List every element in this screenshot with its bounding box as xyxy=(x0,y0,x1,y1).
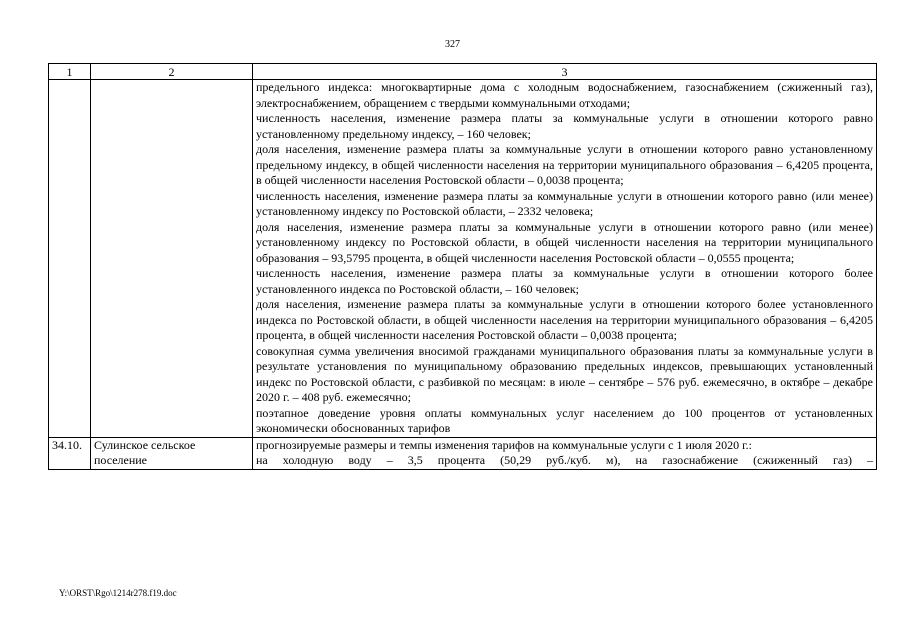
row1-name-cell xyxy=(91,80,253,438)
paragraph: прогнозируемые размеры и темпы изменения тарифов на коммунальные услуги с 1 июля 2020 г.: xyxy=(256,437,753,452)
row2-text-cell xyxy=(253,437,877,469)
page-number: 327 xyxy=(445,39,460,50)
paragraph: предельного индекса: многоквартирные дома с холодным водоснабжением, газоснабжением (сжиженный газ), электроснабжением, обращением с твердыми коммунальными отходами; xyxy=(256,80,873,110)
header-col-1: 1 xyxy=(49,64,91,80)
paragraph: на холодную воду – 3,5 процента (50,29 руб./куб. м), на газоснабжение (сжиженный газ) – xyxy=(256,453,873,467)
paragraph: поэтапное доведение уровня оплаты коммунальных услуг населением до 100 процентов от установленных экономически обоснованных тарифов xyxy=(256,405,873,435)
paragraph: совокупная сумма увеличения вносимой гражданами муниципального образования платы за коммунальные услуги в результате установления по муниципальному образованию предельных индексов, превышающих установленный индекс по Ростовской области, с разбивкой по месяцам: в июле – сентябре – 576 руб. ежемесячно, в октябре – декабре 2020 г. – 408 руб. ежемесячно; xyxy=(256,343,873,404)
header-col-3: 3 xyxy=(253,64,877,80)
paragraph: численность населения, изменение размера платы за коммунальные услуги в отношении которого более установленного индекса по Ростовской области, – 160 человек; xyxy=(256,266,873,296)
row1-text-cell xyxy=(253,80,877,438)
paragraph: доля населения, изменение размера платы за коммунальные услуги в отношении которого равно (или менее) установленному индексу по Ростовской области, в общей численности населения на территории муниципального образования – 93,5795 процента, в общей численности населения Ростовской области – 0,0555 процента; xyxy=(256,219,873,265)
table-row xyxy=(49,80,877,438)
header-col-2: 2 xyxy=(91,64,253,80)
content-table xyxy=(48,63,877,470)
table-header-row xyxy=(49,64,877,80)
row1-number-cell xyxy=(49,80,91,438)
paragraph: численность населения, изменение размера платы за коммунальные услуги в отношении которого равно установленному предельному индексу, – 160 человек; xyxy=(256,111,873,141)
paragraph: численность населения, изменение размера платы за коммунальные услуги в отношении которого равно (или менее) установленному индексу по Ростовской области, – 2332 человека; xyxy=(256,188,873,218)
row2-name-cell: Сулинское сельское поселение xyxy=(91,437,253,469)
row2-number-cell: 34.10. xyxy=(49,437,91,469)
file-path-footer: Y:\ORST\Rgo\1214r278.f19.doc xyxy=(59,588,177,598)
table-row xyxy=(49,437,877,469)
paragraph: доля населения, изменение размера платы за коммунальные услуги в отношении которого более установленного индекса по Ростовской области, в общей численности населения на территории муниципального образования – 6,4205 процента, в общей численности населения Ростовской области – 0,0038 процента; xyxy=(256,297,873,342)
paragraph: доля населения, изменение размера платы за коммунальные услуги в отношении которого равно установленному предельному индексу, в общей численности населения на территории муниципального образования – 6,4205 процента, в общей численности населения Ростовской области – 0,0038 процента; xyxy=(256,142,873,187)
